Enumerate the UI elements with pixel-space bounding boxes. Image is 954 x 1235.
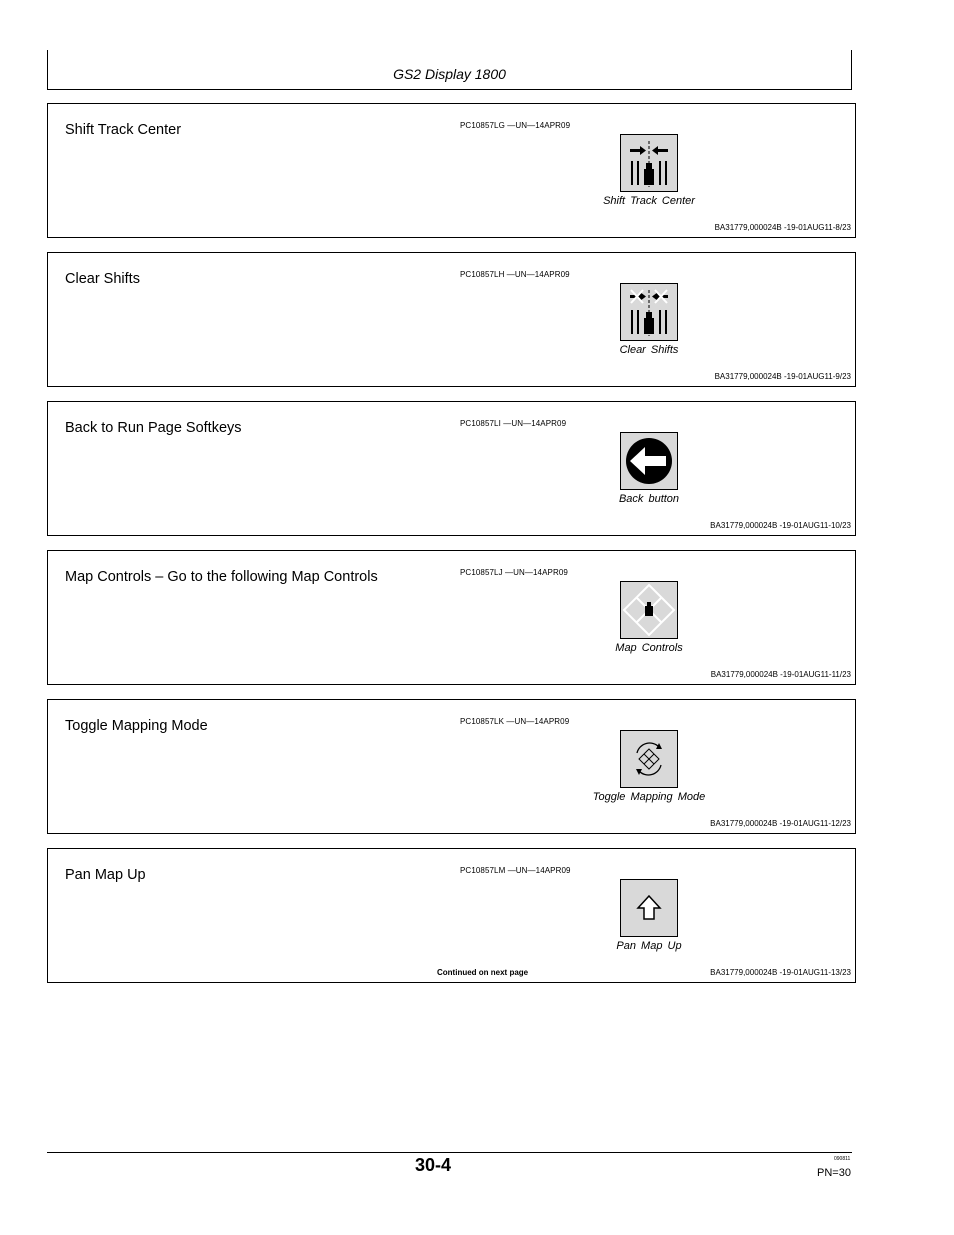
doc-id: BA31779,000024B -19-01AUG11-12/23 [710,819,851,828]
figure-ref: PC10857LJ —UN—14APR09 [460,568,568,577]
doc-id: BA31779,000024B -19-01AUG11-11/23 [710,670,851,679]
footer-pn: PN=30 [817,1167,851,1179]
icon-caption: Clear Shifts [619,344,679,356]
doc-id: BA31779,000024B -19-01AUG11-13/23 [710,968,851,977]
icon-caption: Back button [618,493,680,505]
clear-shifts-icon [620,283,678,341]
continued-note: Continued on next page [437,968,529,977]
icon-caption: Toggle Mapping Mode [592,791,706,803]
footer-rule [47,1152,852,1153]
section-title: Back to Run Page Softkeys [65,420,242,436]
pan-map-up-icon [620,879,678,937]
doc-id: BA31779,000024B -19-01AUG11-9/23 [714,372,851,381]
section-map-controls [47,550,856,685]
doc-id: BA31779,000024B -19-01AUG11-10/23 [710,521,851,530]
icon-caption: Shift Track Center [603,195,695,207]
section-toggle-mapping-mode [47,699,856,834]
section-title: Shift Track Center [65,122,182,138]
back-arrow-icon [620,432,678,490]
figure-ref: PC10857LM —UN—14APR09 [460,866,571,875]
map-controls-icon [620,581,678,639]
doc-id: BA31779,000024B -19-01AUG11-8/23 [714,223,851,232]
toggle-mapping-mode-icon [620,730,678,788]
figure-ref: PC10857LK —UN—14APR09 [460,717,570,726]
section-clear-shifts [47,252,856,387]
figure-ref: PC10857LG —UN—14APR09 [460,121,571,130]
footer-code: 090811 [834,1156,851,1162]
page-number: 30-4 [415,1155,452,1175]
section-title: Toggle Mapping Mode [65,718,208,734]
section-title: Map Controls – Go to the following Map Controls [65,569,378,585]
figure-ref: PC10857LH —UN—14APR09 [460,270,570,279]
page-header [47,50,852,90]
icon-caption: Pan Map Up [616,940,682,952]
shift-track-center-icon [620,134,678,192]
figure-ref: PC10857LI —UN—14APR09 [460,419,567,428]
section-shift-track-center [47,103,856,238]
section-title: Pan Map Up [65,867,146,883]
section-pan-map-up [47,848,856,983]
section-back-to-run-page [47,401,856,536]
icon-caption: Map Controls [615,642,683,654]
section-title: Clear Shifts [65,271,140,287]
header-title: GS2 Display 1800 [393,66,506,82]
